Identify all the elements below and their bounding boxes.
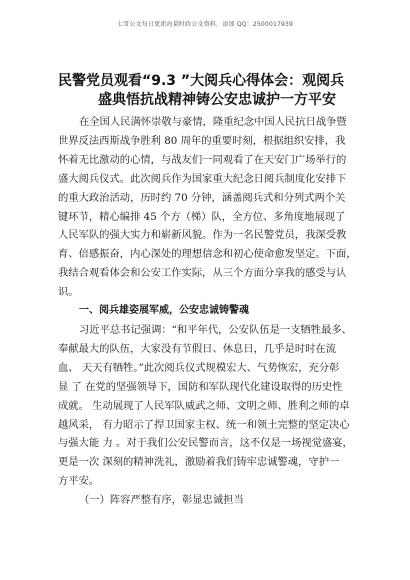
- document-title: [58, 72, 358, 110]
- paragraph-2-line: 与强大能 力 。对于我们公安民警而言，这不仅是一场视觉盛宴，: [58, 437, 353, 450]
- paragraph-1-line: 育、倍感振奋，内心深处的理想信念和初心使命愈发坚定。下面，: [58, 248, 357, 261]
- paragraph-1-line: 我结合观看体会和公安工作实际，从三个方面分享我的感受与认: [58, 267, 347, 280]
- paragraph-2-line: 习近平总书记强调：“和平年代，公安队伍是一支牺牲最多、: [79, 323, 352, 336]
- header-note: 七哥公文每日更新海量时政公文资料，添加 QQ：2500017939: [116, 21, 294, 28]
- paragraph-1-line: 键环节，精心编排 45 个方（梯）队，全方位、多角度地展现了: [58, 210, 346, 223]
- paragraph-2-line: 成就。 生动展现了人民军队威武之师、文明之师、胜利之师的卓: [58, 399, 350, 412]
- paragraph-1-line: 人民军队的强大实力和崭新风貌。作为一名民警党员，我深受教: [58, 229, 347, 242]
- document-body: [58, 113, 358, 510]
- paragraph-1-line: 盛大阅兵仪式。此次阅兵作为国家重大纪念日阅兵制度化安排下: [58, 172, 347, 185]
- paragraph-1-line: 怀着无比激动的心情，与战友们一同观看了在天安门广场举行的: [58, 153, 347, 166]
- paragraph-2-line: 方平安。: [58, 475, 100, 488]
- paragraph-1-line: 世界反法西斯战争胜利 80 周年的重要时刻，根据组织安排，我: [58, 134, 346, 147]
- title-line-2: 盛典悟抗战精神铸公安忠诚护一方平安: [98, 92, 336, 108]
- paragraph-2-line: 血、 天天有牺牲。”此次阅兵仪式规模宏大、气势恢宏，充分彰: [58, 361, 340, 374]
- paragraph-2-line: 更是一次 深刻的精神洗礼，激励着我们铸牢忠诚警魂，守护一: [58, 456, 340, 469]
- paragraph-1-line: 的重大政治活动，历时约 70 分钟，涵盖阅兵式和分列式两个关: [58, 191, 346, 204]
- section-heading-1: 一、阅兵雄姿展军威，公安忠诚铸警魂: [79, 305, 249, 317]
- paragraph-2-line: 奉献最大的队伍，大家没有节假日、休息日，几乎是时时在流: [58, 342, 337, 355]
- paragraph-2-line: 显 了 在党的坚强领导下，国防和军队现代化建设取得的历史性: [58, 380, 343, 393]
- title-line-1: 民警党员观看“9.3 ”大阅兵心得体会：观阅兵: [58, 73, 345, 89]
- paragraph-1-line: 在全国人民满怀崇敬与豪情，隆重纪念中国人民抗日战争暨: [79, 116, 347, 128]
- subsection-heading-1: （一）阵容严整有序，彰显忠诚担当: [79, 494, 244, 507]
- paragraph-1-line: 识。: [58, 286, 79, 299]
- paragraph-2-line: 越风采， 有力昭示了捍卫国家主权、统一和领土完整的坚定决心: [58, 418, 350, 431]
